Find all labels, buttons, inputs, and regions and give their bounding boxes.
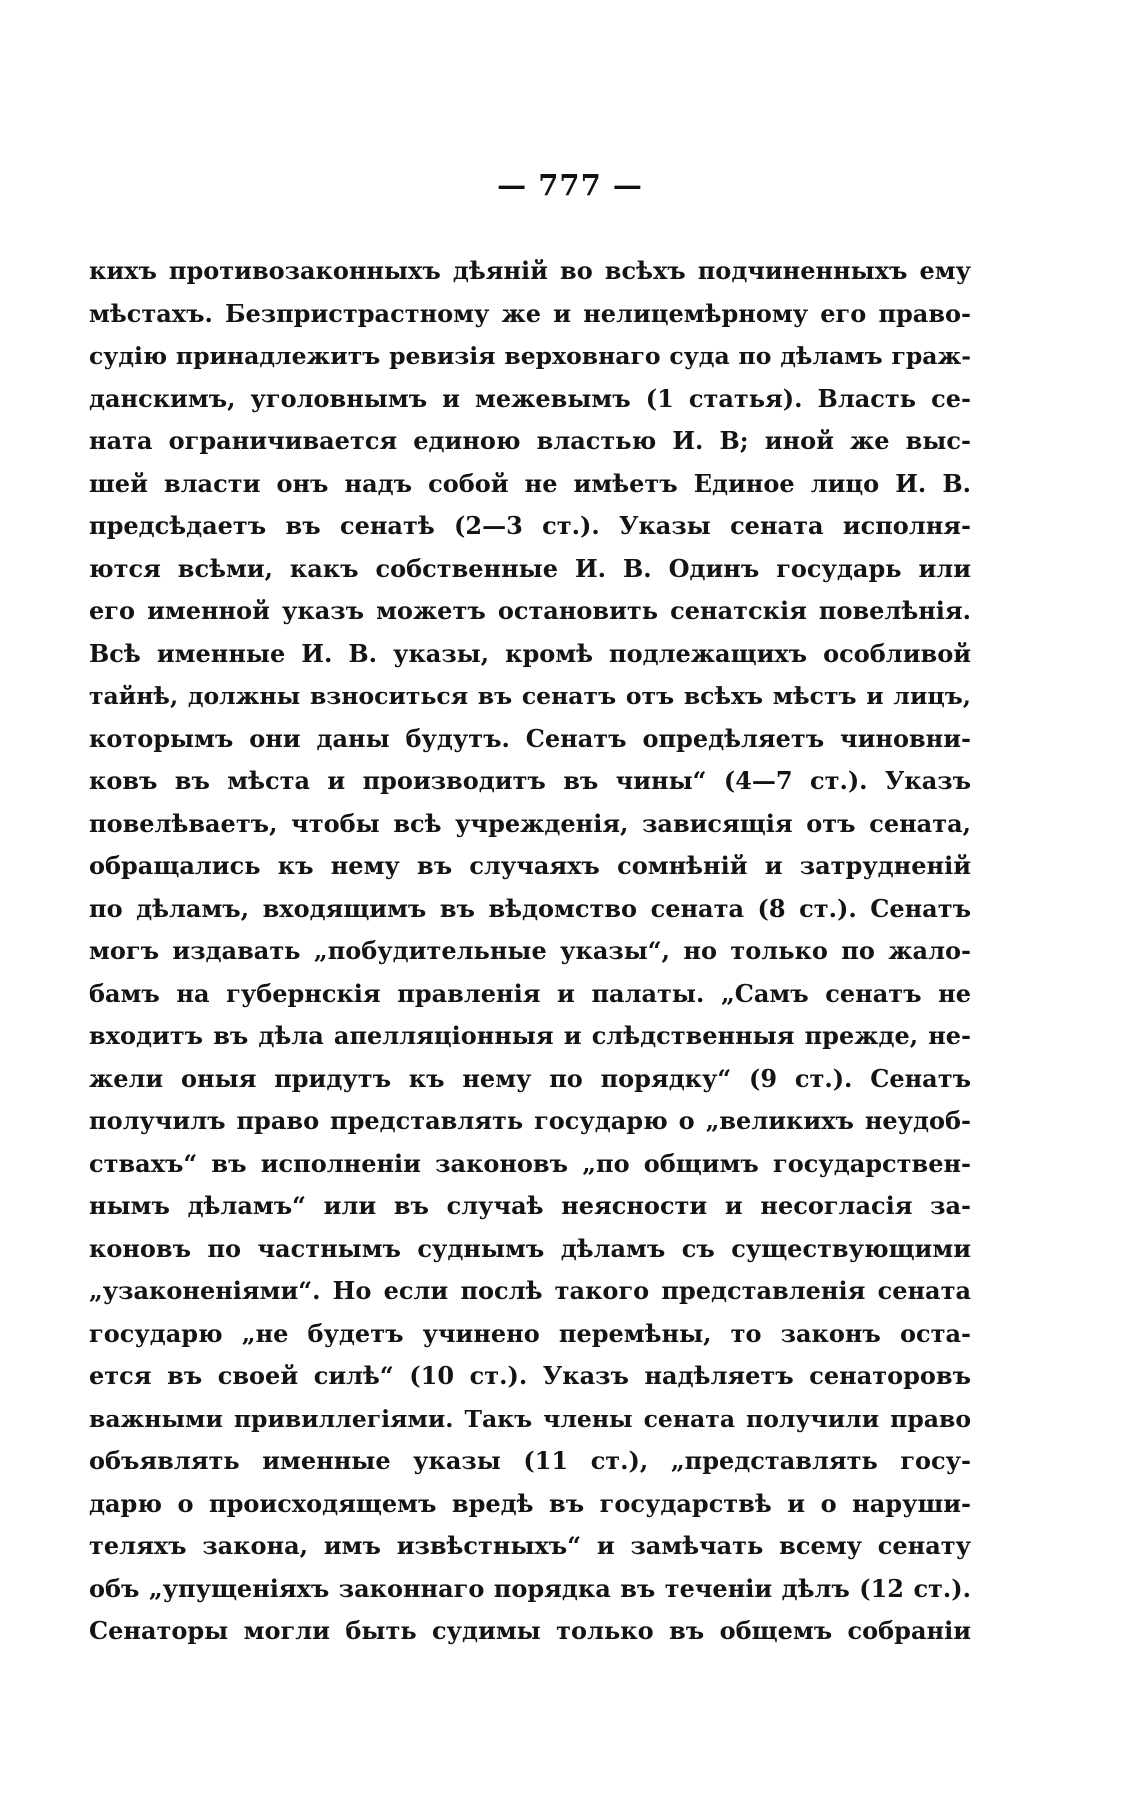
text-line: ствахъ“ въ исполненіи законовъ „по общимъ государствен- xyxy=(89,1148,971,1178)
text-line: коновъ по частнымъ суднымъ дѣламъ съ существующими xyxy=(89,1233,971,1263)
text-line: жели оныя придутъ къ нему по порядку“ (9 ст.). Сенатъ xyxy=(89,1063,971,1093)
text-line: кихъ противозаконныхъ дѣяній во всѣхъ подчиненныхъ ему xyxy=(89,256,971,285)
text-line: мѣстахъ. Безпристрастному же и нелицемѣрному его право- xyxy=(89,298,971,328)
text-line: государю „не будетъ учинено перемѣны, то законъ оста- xyxy=(89,1318,971,1348)
text-line: тайнѣ, должны взноситься въ сенатъ отъ всѣхъ мѣстъ и лицъ, xyxy=(89,682,971,710)
text-line: его именной указъ можетъ остановить сенатскія повелѣнія. xyxy=(89,596,971,625)
text-line: данскимъ, уголовнымъ и межевымъ (1 статья). Власть се- xyxy=(89,383,971,413)
text-line: судію принадлежитъ ревизія верховнаго суда по дѣламъ граж- xyxy=(89,342,971,370)
text-line: бамъ на губернскія правленія и палаты. „Самъ сенатъ не xyxy=(89,978,971,1008)
text-line: обращались къ нему въ случаяхъ сомнѣній и затрудненій xyxy=(89,851,971,880)
text-line: входитъ въ дѣла апелляціонныя и слѣдственныя прежде, не- xyxy=(89,1021,971,1050)
text-line: „узаконеніями“. Но если послѣ такого представленія сената xyxy=(89,1276,971,1305)
body-text xyxy=(89,250,971,1653)
text-line: объ „упущеніяхъ законнаго порядка въ теченіи дѣлъ (12 ст.). xyxy=(89,1573,971,1603)
text-line: которымъ они даны будутъ. Сенатъ опредѣляетъ чиновни- xyxy=(89,723,971,753)
text-line: дарю о происходящемъ вредѣ въ государствѣ и о наруши- xyxy=(89,1488,971,1518)
text-line: важными привиллегіями. Такъ члены сената получили право xyxy=(89,1404,971,1433)
text-line: получилъ право представлять государю о „великихъ неудоб- xyxy=(89,1106,971,1135)
text-line: Сенаторы могли быть судимы только въ общемъ собраніи xyxy=(89,1616,971,1645)
text-line: по дѣламъ, входящимъ въ вѣдомство сената (8 ст.). Сенатъ xyxy=(89,893,971,923)
text-line: теляхъ закона, имъ извѣстныхъ“ и замѣчать всему сенату xyxy=(89,1531,971,1560)
text-line: Всѣ именные И. В. указы, кромѣ подлежащихъ особливой xyxy=(89,638,971,668)
text-line: ната ограничивается единою властью И. В; иной же выс- xyxy=(89,426,971,455)
text-line: нымъ дѣламъ“ или въ случаѣ неясности и несогласія за- xyxy=(89,1191,971,1220)
text-line: могъ издавать „побудительные указы“, но только по жало- xyxy=(89,936,971,965)
text-line: ются всѣми, какъ собственные И. В. Одинъ государь или xyxy=(89,553,971,583)
text-line: ется въ своей силѣ“ (10 ст.). Указъ надѣляетъ сенаторовъ xyxy=(89,1361,971,1390)
text-line: объявлять именные указы (11 ст.), „представлять госу- xyxy=(89,1446,971,1475)
page-number: — 777 — xyxy=(497,168,643,202)
text-line: предсѣдаетъ въ сенатѣ (2—3 ст.). Указы сената исполня- xyxy=(89,511,971,540)
text-line: повелѣваетъ, чтобы всѣ учрежденія, зависящія отъ сената, xyxy=(89,808,971,838)
text-line: ковъ въ мѣста и производитъ въ чины“ (4—7 ст.). Указъ xyxy=(89,766,971,795)
text-line: шей власти онъ надъ собой не имѣетъ Единое лицо И. В. xyxy=(89,468,971,498)
